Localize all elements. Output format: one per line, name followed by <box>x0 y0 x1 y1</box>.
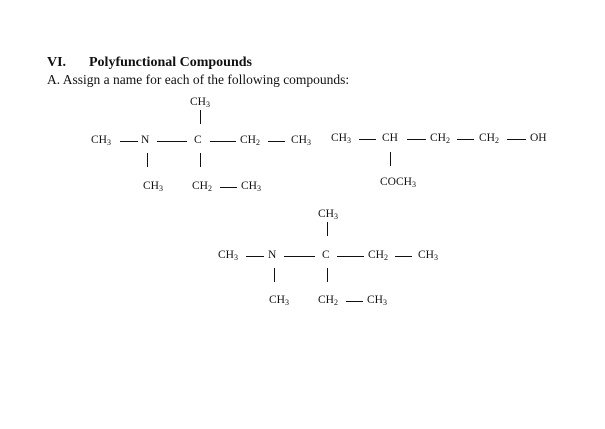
atom-ch: CH <box>382 132 398 144</box>
section-number: VI. <box>47 55 67 70</box>
atom-n-methyl: $CH_3$ <box>218 249 238 262</box>
atom-bottom-ch3: $CH_3$ <box>241 180 261 193</box>
atom-ch3: $CH_3$ <box>418 249 438 262</box>
atom-bottom-ch2: $CH_2$ <box>192 180 212 193</box>
atom-ch2: $CH_2$ <box>368 249 388 262</box>
bond-c-ch2 <box>337 256 364 257</box>
bond-bottom-ch2-ch3 <box>346 301 363 302</box>
atom-ch2: $CH_2$ <box>240 134 260 147</box>
atom-top-methyl: $CH_3$ <box>190 96 210 109</box>
atom-nitrogen: N <box>268 249 277 261</box>
atom-ch3: $CH_3$ <box>331 132 351 145</box>
atom-bottom-ch3: $CH_3$ <box>367 294 387 307</box>
atom-bottom-ch2: $CH_2$ <box>318 294 338 307</box>
bond-n-c <box>284 256 315 257</box>
question-instruction: A. Assign a name for each of the following compounds: <box>47 72 350 87</box>
bond-c-down <box>327 268 328 282</box>
atom-oh: OH <box>530 132 547 144</box>
bond-n-down <box>274 268 275 282</box>
bond-methyl-n <box>246 256 264 257</box>
atom-top-methyl: $CH_3$ <box>318 208 338 221</box>
section-title: Polyfunctional Compounds <box>89 55 252 70</box>
atom-n-bottom-methyl: $CH_3$ <box>269 294 289 307</box>
atom-acetyl: $COCH_3$ <box>380 176 416 189</box>
atom-n-bottom-methyl: $CH_3$ <box>143 180 163 193</box>
atom-n-methyl: $CH_3$ <box>91 134 111 147</box>
bond-top-vertical <box>327 222 328 236</box>
atom-carbon: C <box>194 134 202 146</box>
atom-ch2-a: $CH_2$ <box>430 132 450 145</box>
atom-nitrogen: N <box>141 134 150 146</box>
atom-ch2-b: $CH_2$ <box>479 132 499 145</box>
atom-ch3: $CH_3$ <box>291 134 311 147</box>
bond-ch2-ch3 <box>395 256 412 257</box>
atom-carbon: C <box>322 249 330 261</box>
